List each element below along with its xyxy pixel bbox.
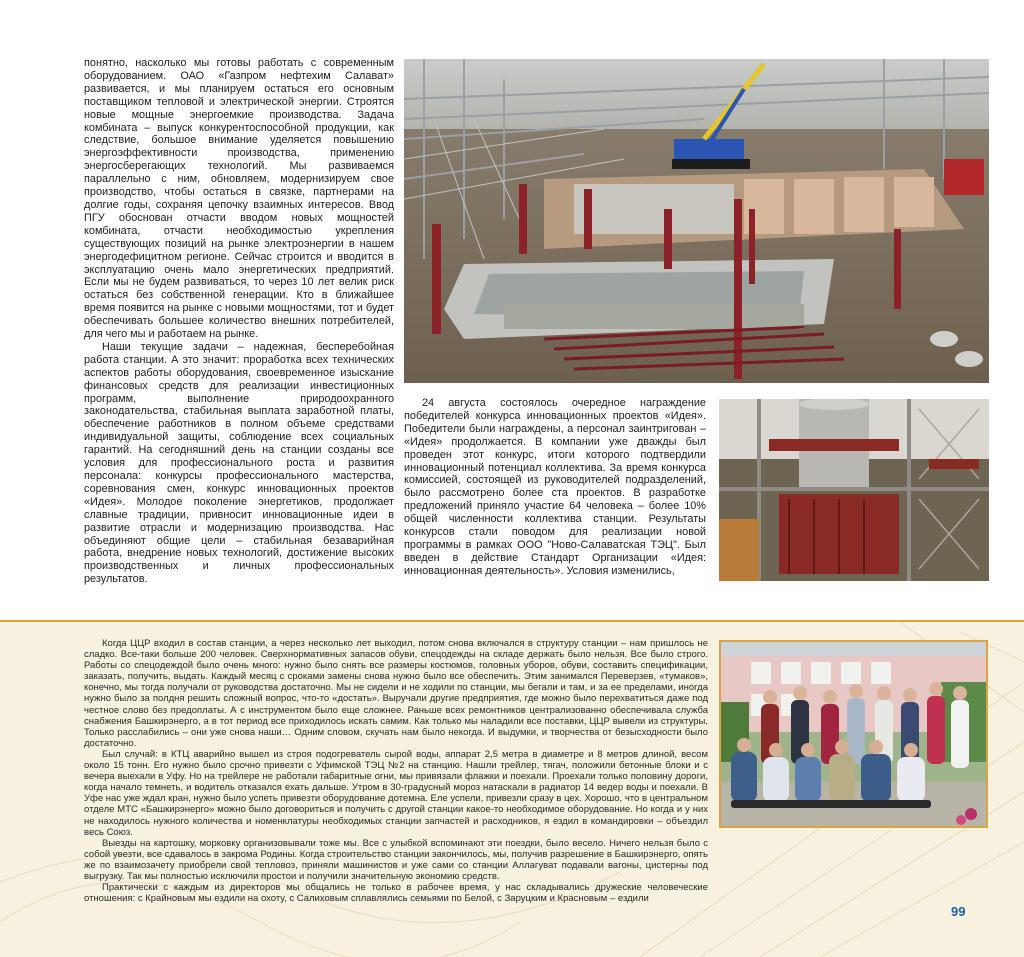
- left-paragraph-1: понятно, насколько мы готовы работать с современным оборудованием. ОАО «Газпром нефтехим Салават» развивается, и мы планируем остаться его основным поставщиком тепловой и электрической энергии. Строятся новые мощные энергоемкие производства. Задача комбината – выпуск конкурентоспособной продукции, как следствие, большое внимание уделяется повышению энергоэффективности производства, применению энергосберегающих технологий. Мы развиваемся параллельно с ним, обновляем, модернизируем свое производство, чтобы остаться в связке, партнерами на долгие годы, сохраняя цепочку взаимных интересов. Ввод ПГУ обоснован отчасти вводом новых мощностей комбината, отчасти необходимостью укрепления существующих позиций на рынке электроэнергии в нашем энергодефицитном регионе. Сейчас строится и вводится в эксплуатацию очень мало энергетических предприятий. Если мы не будем развиваться, то через 10 лет велик риск остаться без собственной генерации. Кто в ближайшее время появится на рынке с новыми мощностями, тот и будет обеспечивать большее количество внешних потребителей, для чего мы и работаем на рынке.: [84, 57, 394, 341]
- construction-site-photo: [404, 59, 989, 383]
- page-number: 99: [951, 904, 966, 919]
- middle-paragraph-1: 24 августа состоялось очередное награждение победителей конкурса инновационных проектов «Идея». Победители были награждены, а персонал заинтригован – «Идея» продолжается. В компании уже дважды был проведен этот конкурс, итоги которого подтвердили инновационный потенциал коллектива. За время конкурса комиссией, состоящей из руководителей подразделений, было рассмотрено более ста проектов. В разработке предложений приняло участие 64 человека – более 10% общей численности коллектива станции. Результаты конкурсов стали поводом для реализации новой программы в рамках ООО "Ново-Салаватская ТЭЦ". Был введен в действие Стандарт Организации «Идея: инновационная деятельность». Условия изменились,: [404, 397, 706, 577]
- left-paragraph-2: Наши текущие задачи – надежная, бесперебойная работа станции. А это значит: проработка всех технических аспектов работы оборудования, своевременное изыскание финансовых средств для реализации инвестиционных программ, выполнение природоохранного законодательства, стабильная выплата заработной платы, обеспечение работников в полном объеме средствами индивидуальной защиты, соблюдение всех социальных гарантий. На сегодняшний день на станции созданы все условия для профессионального роста и развития персонала: конкурсы профессионального мастерства, соревнования смен, конкурс инновационных проектов «Идея». Молодое поколение энергетиков, продолжает славные традиции, привносит инновационные идеи в развитие отрасли и модернизацию производства. Нас объединяют общие цели – стабильная безаварийная работа, внедрение новых технологий, достижение высоких производственных и личных профессиональных результатов.: [84, 340, 394, 586]
- turbine-hall-photo: [719, 399, 989, 581]
- left-text-column: [84, 57, 394, 586]
- bottom-paragraph-1: Когда ЦЦР входил в состав станции, а через несколько лет выходил, потом снова включался в структуру станции – нам пришлось не сладко. Все-таки больше 200 человек. Сверхнормативных запасов обуви, спецодежды на складе держать было нельзя. Все было строго. Работы со спецодеждой было очень много: нужно было снять все размеры костюмов, головных уборов, обуви, составить спецификации, заказать, получить, выдать. Каждый месяц с сроками замены снова нужно было все обеспечить. Этим занимался Переверзев, «тумаков», конечно, мы тогда получали от руководства достаточно. Мы не сидели и не ходили по станции, мы бегали и там, и за ее пределами, иногда нужно было за полдня решить сложный вопрос, что-то «достать». Выручали другие предприятия, где можно было перехватиться даже под честное слово без предоплаты. А с инструментом было еще сложнее. Раньше всех ремонтников централизованно обеспечивала служба снабжения Башкирэнерго, а в тот период все приходилось искать самим. Как только мы наладили все поставки, ЦЦР вывели из структуры. Только расслабились – они уже снова наши… Одним словом, скучать нам было некогда. И выдумки, и творчества от безысходности было достаточно.: [84, 638, 708, 749]
- bottom-paragraph-4: Практически с каждым из директоров мы общались не только в рабочее время, у нас складывались дружеские человеческие отношения: с Крайновым мы ездили на охоту, с Салиховым сплавлялись семьями по Белой, с Заруцким и Красновым – ездили: [84, 882, 708, 905]
- bottom-paragraph-2: Был случай: в КТЦ аварийно вышел из строя подогреватель сырой воды, аппарат 2,5 метра в диаметре и 8 метров длиной, весом около 15 тонн. Его нужно было срочно привезти с Уфимской ТЭЦ №2 на станцию. Нашли трейлер, тягач, положили бетонные блоки и с вечера выехали в Уфу. Но на трейлере не работали габаритные огни, мы привязали флажки и поехали. Проехали только половину дороги, когда начало темнеть, и водитель отказался ехать дальше. Утром в 30-градусный мороз натаскали в радиатор 14 ведер воды и поехали. В Уфе нас уже ждал кран, нужно было успеть привезти оборудование дотемна. Еле успели, привезли сразу в цех. Хорошо, что в центральном отделе МТС «Башкирэнерго» можно было договориться и получить с другой станции какое-то необходимое оборудование. Но когда и у них не находилось нужного количества и номенклатуры необходимых станции запчастей и расходников, я ездил в командировки – объездил весь Союз.: [84, 748, 708, 838]
- middle-text-column: [404, 397, 706, 578]
- group-photo: [719, 640, 988, 828]
- bottom-paragraph-3: Выезды на картошку, морковку организовывали тоже мы. Все с улыбкой вспоминают эти поездки, было весело. Ничего нельзя было с собой увезти, все сдавалось в закрома Родины. Когда строительство станции закончилось, мы, получив разрешение в Башкирэнерго, опять же по взаимозачету приобрели свой тепловоз, приняли машинистов и уже сами со станции Аллагуват подавали вагоны, цистерны под выгрузку. Так мы полностью исключили простои и получили значительную экономию средств.: [84, 837, 708, 882]
- bottom-text-column: [84, 638, 708, 904]
